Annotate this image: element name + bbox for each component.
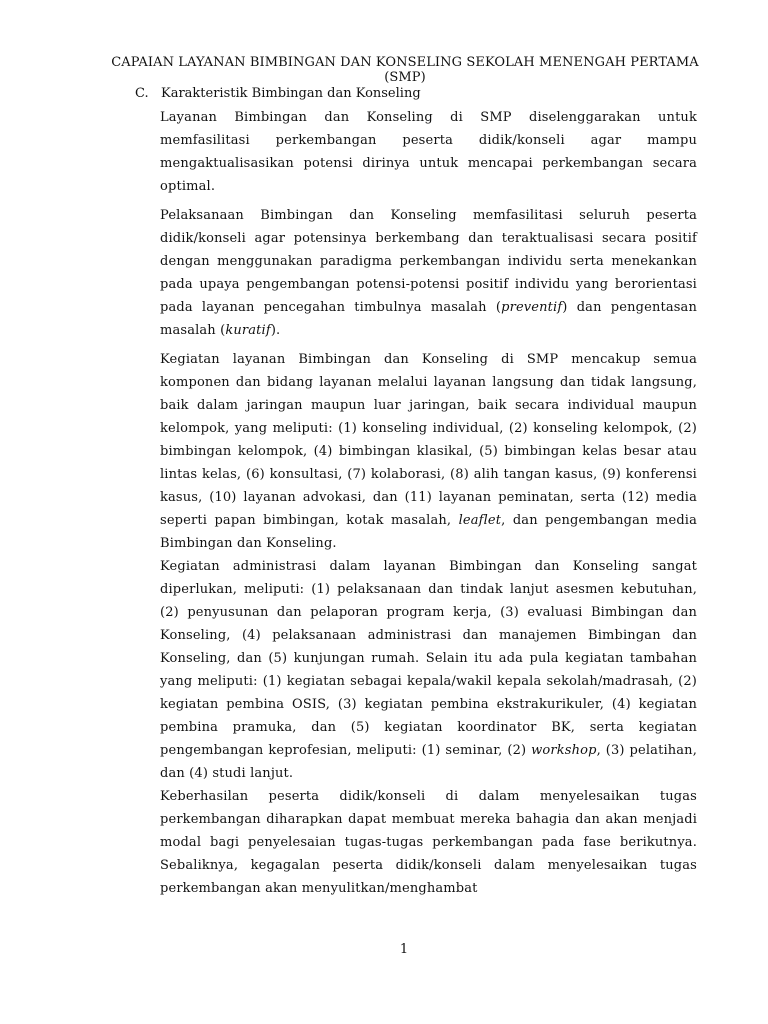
- body-text: [160, 106, 697, 900]
- term-kuratif: kuratif: [225, 323, 271, 338]
- document-title: CAPAIAN LAYANAN BIMBINGAN DAN KONSELING SEKOLAH MENENGAH PERTAMA (SMP): [111, 55, 699, 85]
- term-preventif: preventif: [501, 300, 563, 315]
- paragraph-1: Layanan Bimbingan dan Konseling di SMP diselenggarakan untuk memfasilitasi perkembangan peserta didik/konseli agar mampu mengaktualisasikan potensi dirinya untuk mencapai perkembangan secara optimal.: [160, 110, 697, 194]
- term-leaflet: leaflet: [458, 513, 502, 528]
- paragraph-4: [160, 555, 697, 785]
- paragraph-4-text-a: Kegiatan administrasi dalam layanan Bimbingan dan Konseling sangat diperlukan, meliputi: (1) pelaksanaan dan tindak lanjut asesmen kebutuhan, (2) penyusunan dan pelaporan program kerja, (3) evaluasi Bimbingan dan Konseling, (4) pelaksanaan administrasi dan manajemen Bimbingan dan Konseling, dan (5) kunjungan rumah. Selain itu ada pula kegiatan tambahan yang meliputi: (1) kegiatan sebagai kepala/wakil kepala sekolah/madrasah, (2) kegiatan pembina OSIS, (3) kegiatan pembina ekstrakurikuler, (4) kegiatan pembina pramuka, dan (5) kegiatan koordinator BK, serta kegiatan pengembangan keprofesian, meliputi: (1) seminar, (2): [160, 559, 697, 758]
- paragraph-2-text-b: ) dan pengentasan masalah (: [160, 300, 697, 338]
- section-heading: [135, 86, 695, 101]
- section-number: C.: [135, 86, 149, 101]
- paragraph-3: [160, 348, 697, 555]
- page-number: 1: [399, 942, 409, 957]
- paragraph-3-text-b: , dan pengembangan media Bimbingan dan Konseling.: [160, 513, 697, 551]
- paragraph-2-text-c: ).: [270, 323, 281, 338]
- paragraph-3-text-a: Kegiatan layanan Bimbingan dan Konseling di SMP mencakup semua komponen dan bidang layanan melalui layanan langsung dan tidak langsung, baik dalam jaringan maupun luar jaringan, baik secara individual maupun kelompok, yang meliputi: (1) konseling individual, (2) konseling kelompok, (2) bimbingan kelompok, (4) bimbingan klasikal, (5) bimbingan kelas besar atau lintas kelas, (6) konsultasi, (7) kolaborasi, (8) alih tangan kasus, (9) konferensi kasus, (10) layanan advokasi, dan (11) layanan peminatan, serta (12) media seperti papan bimbingan, kotak masalah,: [160, 352, 697, 528]
- section-title: Karakteristik Bimbingan dan Konseling: [161, 86, 421, 101]
- paragraph-2-text-a: Pelaksanaan Bimbingan dan Konseling memfasilitasi seluruh peserta didik/konseli agar potensinya berkembang dan teraktualisasi secara positif dengan menggunakan paradigma perkembangan individu serta menekankan pada upaya pengembangan potensi-potensi positif individu yang berorientasi pada layanan pencegahan timbulnya masalah (: [160, 208, 697, 315]
- term-workshop: workshop: [531, 743, 597, 758]
- paragraph-4-text-b: , (3) pelatihan, dan (4) studi lanjut.: [160, 743, 697, 781]
- paragraph-2: [160, 204, 697, 342]
- paragraph-5: Keberhasilan peserta didik/konseli di dalam menyelesaikan tugas perkembangan diharapkan dapat membuat mereka bahagia dan akan menjadi modal bagi penyelesaian tugas-tugas perkembangan pada fase berikutnya. Sebaliknya, kegagalan peserta didik/konseli dalam menyelesaikan tugas perkembangan akan menyulitkan/menghambat: [160, 789, 697, 896]
